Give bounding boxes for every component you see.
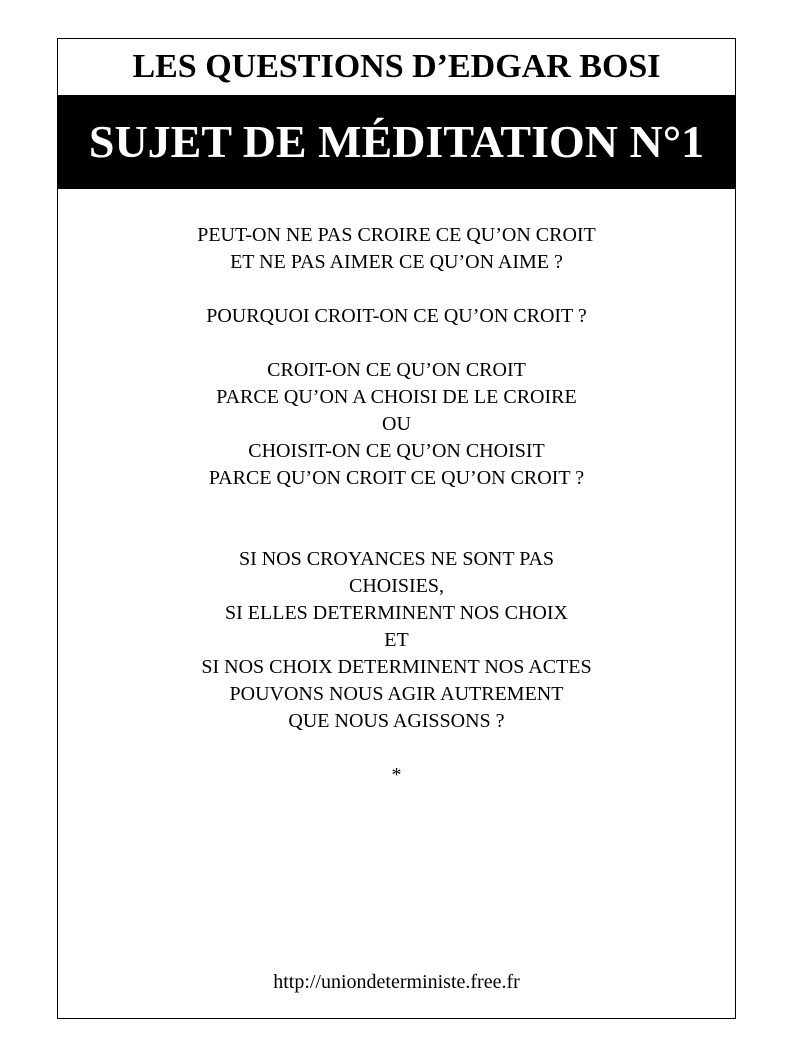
text-line: CHOISIES, (348, 575, 444, 597)
text-line: OU (382, 413, 411, 435)
text-line: PEUT-ON NE PAS CROIRE CE QU’ON CROIT (197, 224, 596, 246)
text-line: POUVONS NOUS AGIR AUTREMENT (229, 683, 564, 705)
separator-asterisk: * (391, 764, 402, 786)
text-line: QUE NOUS AGISSONS ? (288, 710, 505, 732)
text-line: CROIT-ON CE QU’ON CROIT (267, 359, 526, 381)
page-frame (57, 38, 736, 1019)
text-line: PARCE QU’ON CROIT CE QU’ON CROIT ? (208, 467, 585, 489)
meditation-text (58, 222, 735, 789)
footer-url: http://uniondeterministe.free.fr (273, 971, 520, 993)
text-line: SI NOS CHOIX DETERMINENT NOS ACTES (201, 656, 592, 678)
text-line: CHOISIT-ON CE QU’ON CHOISIT (248, 440, 545, 462)
text-line: PARCE QU’ON A CHOISI DE LE CROIRE (216, 386, 577, 408)
text-line: ET NE PAS AIMER CE QU’ON AIME ? (230, 251, 563, 273)
text-line: SI ELLES DETERMINENT NOS CHOIX (225, 602, 568, 624)
banner-title: SUJET DE MÉDITATION N°1 (88, 116, 705, 167)
title-banner (58, 95, 735, 189)
text-line: ET (384, 629, 409, 651)
page-title: LES QUESTIONS D’EDGAR BOSI (132, 48, 661, 85)
text-line: POURQUOI CROIT-ON CE QU’ON CROIT ? (206, 305, 587, 327)
text-line: SI NOS CROYANCES NE SONT PAS (238, 548, 555, 570)
